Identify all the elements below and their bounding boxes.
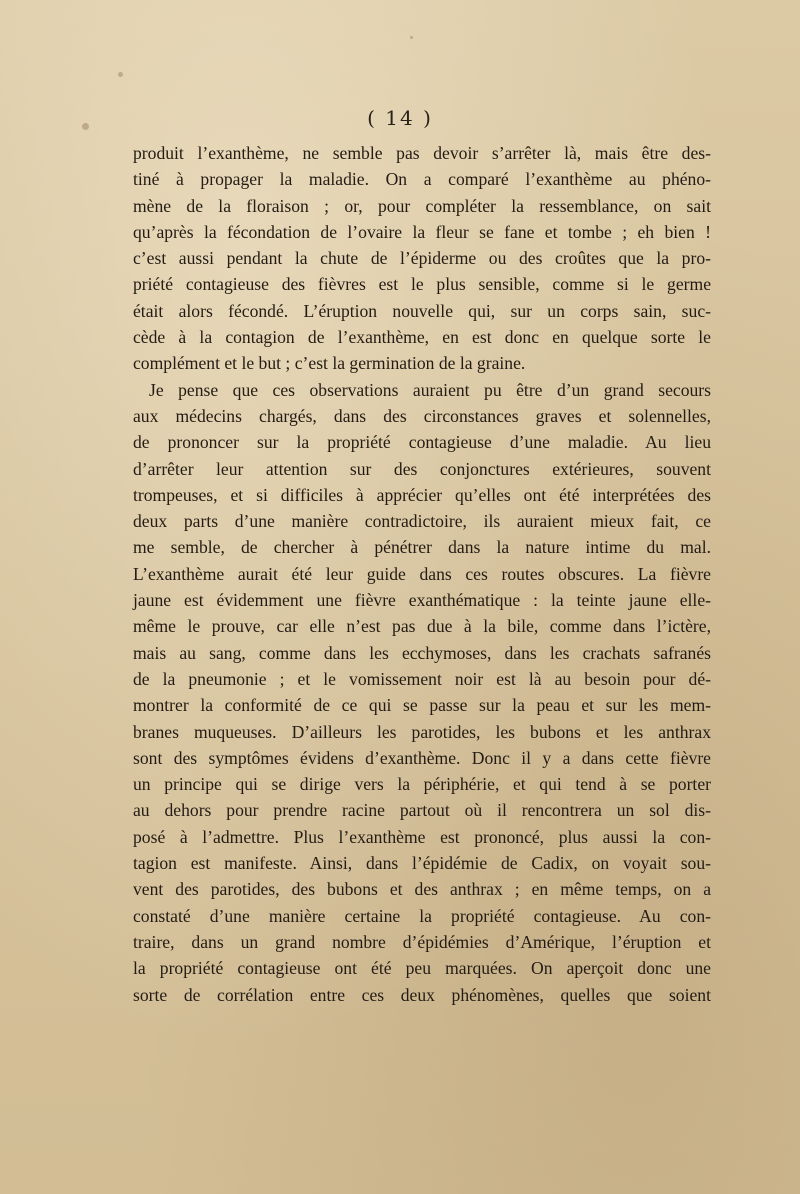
text-line: de la pneumonie ; et le vomissement noir est là au besoin pour dé- [133,668,711,689]
text-line: traire, dans un grand nombre d’épidémies d’Amérique, l’éruption et [133,931,711,952]
text-line: vent des parotides, des bubons et des anthrax ; en même temps, on a [133,879,711,900]
text-line: de prononcer sur la propriété contagieuse d’une maladie. Au lieu [133,432,711,453]
text-line: mène de la floraison ; or, pour compléter la ressemblance, on sait [133,195,711,216]
text-line: au dehors pour prendre racine partout où il rencontrera un sol dis- [133,800,711,821]
page-number: ( 14 ) [367,106,433,130]
text-line: un principe qui se dirige vers la périphérie, et qui tend à se porter [133,774,711,795]
paragraph [133,377,711,1008]
text-line: produit l’exanthème, ne semble pas devoir s’arrêter là, mais être des- [133,143,711,163]
text-line: mais au sang, comme dans les ecchymoses, dans les crachats safranés [133,642,711,663]
text-line: tagion est manifeste. Ainsi, dans l’épidémie de Cadix, on voyait sou- [133,853,711,874]
text-line: sorte de corrélation entre ces deux phénomènes, quelles que soient [133,984,711,1005]
text-line: L’exanthème aurait été leur guide dans ces routes obscures. La fièvre [133,563,711,584]
text-line: aux médecins chargés, dans des circonstances graves et solennelles, [133,405,711,426]
body-text [133,140,711,1008]
paper-stain [410,36,413,39]
text-line: c’est aussi pendant la chute de l’épiderme ou des croûtes que la pro- [133,248,711,269]
text-line: la propriété contagieuse ont été peu marquées. On aperçoit donc une [133,958,711,979]
text-line: priété contagieuse des fièvres est le plus sensible, comme si le germe [133,274,711,295]
text-line: même le prouve, car elle n’est pas due à la bile, comme dans l’ictère, [133,616,711,637]
text-line: me semble, de chercher à pénétrer dans la nature intime du mal. [133,537,711,558]
paper-stain [118,72,123,77]
text-line: d’arrêter leur attention sur des conjonctures extérieures, souvent [133,458,711,479]
text-line: qu’après la fécondation de l’ovaire la fleur se fane et tombe ; eh bien ! [133,221,711,242]
text-line: Je pense que ces observations auraient pu être d’un grand secours [149,379,711,400]
text-line: constaté d’une manière certaine la propriété contagieuse. Au con- [133,905,711,926]
text-line: était alors fécondé. L’éruption nouvelle qui, sur un corps sain, suc- [133,300,711,321]
text-line: trompeuses, et si difficiles à apprécier qu’elles ont été interprétées des [133,484,711,505]
text-line: complément et le but ; c’est la germination de la graine. [133,353,526,374]
text-line: posé à l’admettre. Plus l’exanthème est prononcé, plus aussi la con- [133,826,711,847]
text-line: jaune est évidemment une fièvre exanthématique : la teinte jaune elle- [133,590,711,611]
text-line: deux parts d’une manière contradictoire, ils auraient mieux fait, ce [133,511,711,532]
text-line: sont des symptômes évidens d’exanthème. Donc il y a dans cette fièvre [133,747,711,768]
text-line: branes muqueuses. D’ailleurs les parotides, les bubons et les anthrax [133,721,711,742]
text-line: tiné à propager la maladie. On a comparé l’exanthème au phéno- [133,169,711,190]
text-line: montrer la conformité de ce qui se passe sur la peau et sur les mem- [133,695,711,716]
paragraph [133,140,711,377]
text-line: cède à la contagion de l’exanthème, en est donc en quelque sorte le [133,327,711,348]
